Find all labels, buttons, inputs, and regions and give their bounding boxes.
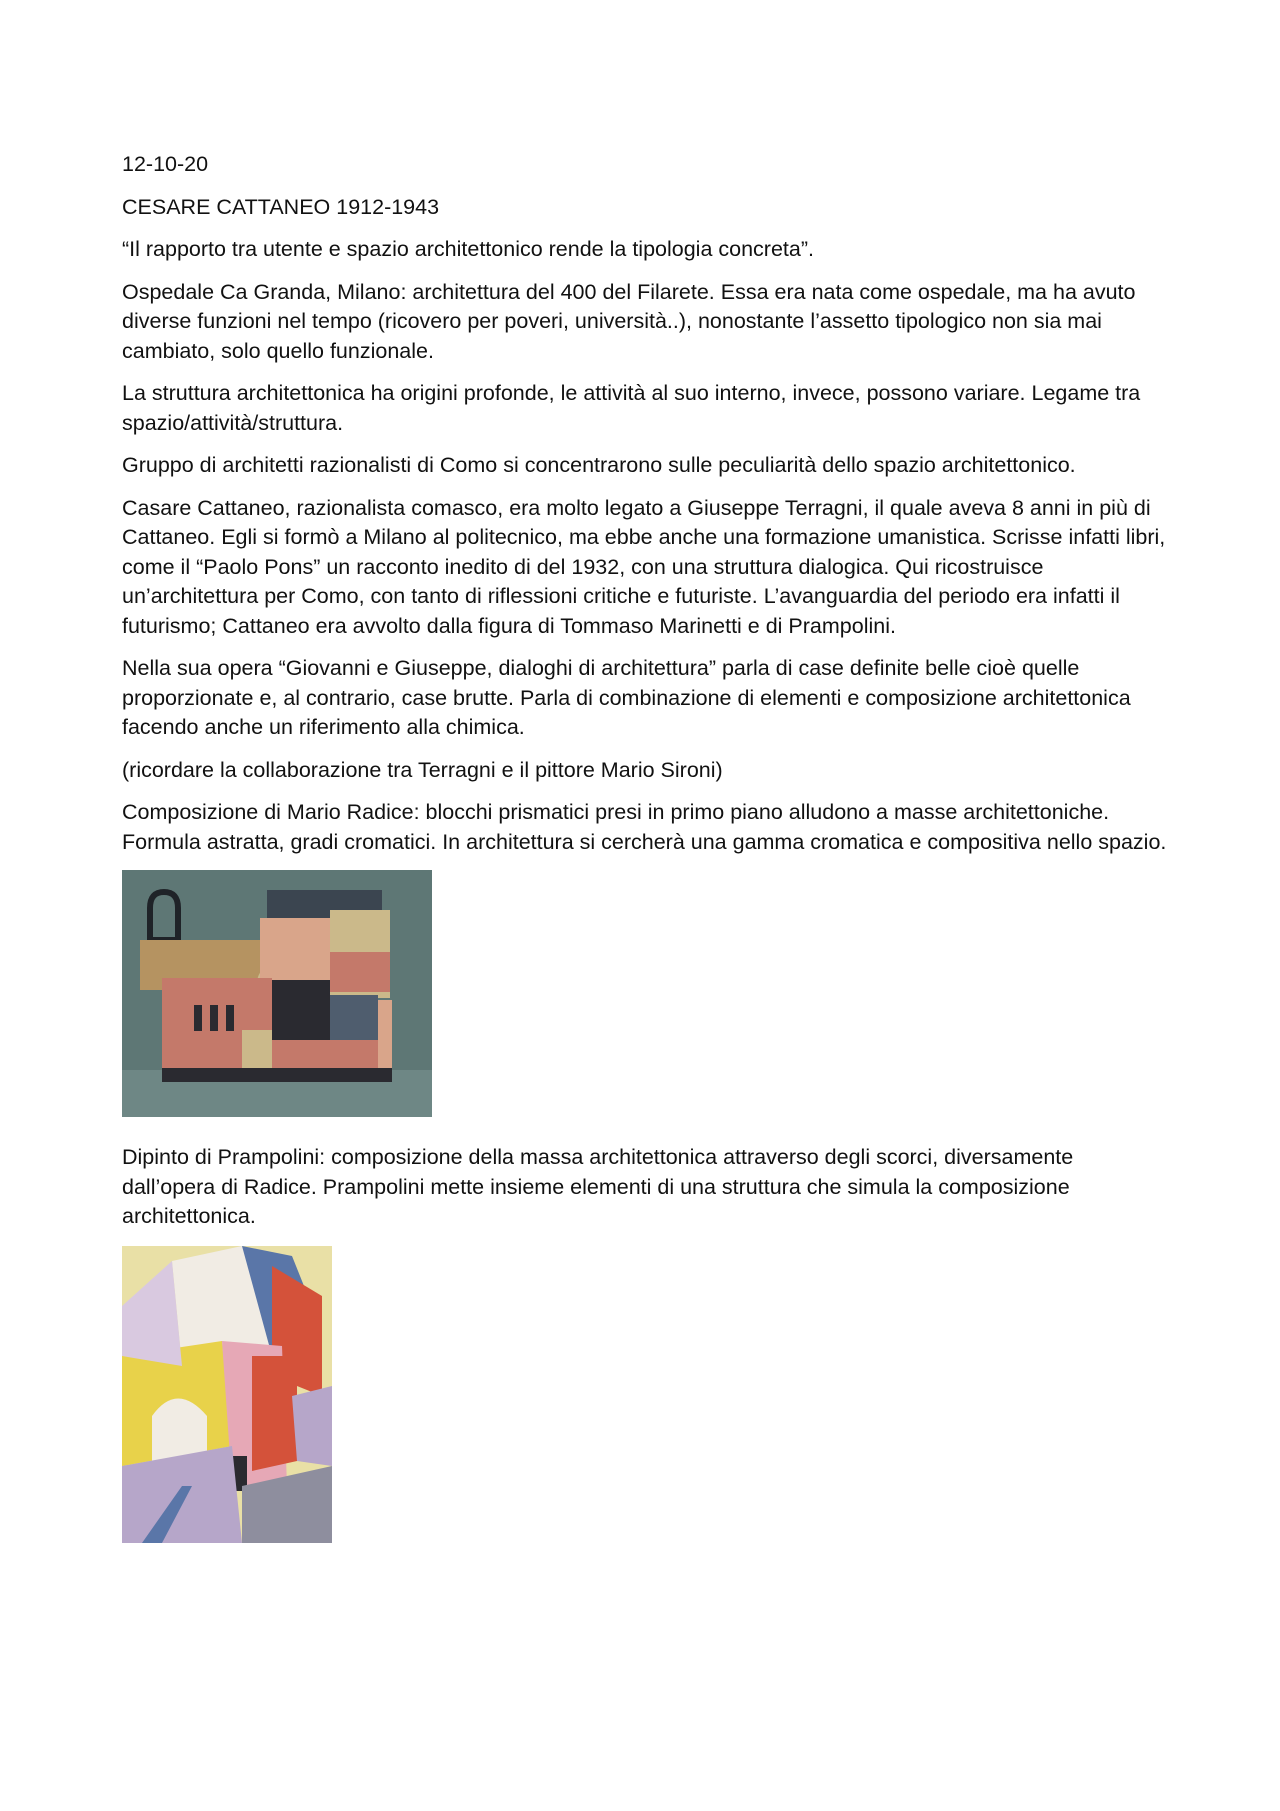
document-title: CESARE CATTANEO 1912-1943 bbox=[122, 194, 440, 219]
paragraph-cattaneo: Casare Cattaneo, razionalista comasco, era molto legato a Giuseppe Terragni, il quale aveva 8 anni in più di Cattaneo. Egli si formò a Milano al politecnico, ma ebbe anche una formazione umanistica. Scrisse infatti libri, come il “Paolo Pons” un racconto inedito di del 1932, con una struttura dialogica. Qui ricostruisce un’architettura per Como, con tanto di riflessioni critiche e futuriste. L’avanguardia del periodo era infatti il futurismo; Cattaneo era avvolto dalla figura di Tommaso Marinetti e di Prampolini. bbox=[122, 495, 1166, 638]
prampolini-painting-image bbox=[122, 1246, 1172, 1543]
paragraph-gruppo-como: Gruppo di architetti razionalisti di Como si concentrarono sulle peculiarità dello spazio architettonico. bbox=[122, 453, 1076, 477]
paragraph-struttura: La struttura architettonica ha origini profonde, le attività al suo interno, invece, possono variare. Legame tra spazio/attività/struttura. bbox=[122, 381, 1141, 435]
paragraph-radice: Composizione di Mario Radice: blocchi prismatici presi in primo piano alludono a masse architettoniche. Formula astratta, gradi cromatici. In architettura si cercherà una gamma cromatica e compositiva nello spazio. bbox=[122, 800, 1167, 854]
paragraph-ca-granda: Ospedale Ca Granda, Milano: architettura del 400 del Filarete. Essa era nata come ospedale, ma ha avuto diverse funzioni nel tempo (ricovero per poveri, università..), nonostante l’assetto tipologico non sia mai cambiato, solo quello funzionale. bbox=[122, 279, 1136, 363]
abstract-painting-radice-icon bbox=[122, 870, 432, 1117]
document-date: 12-10-20 bbox=[122, 152, 209, 176]
radice-painting-image bbox=[122, 870, 1172, 1117]
abstract-painting-prampolini-icon bbox=[122, 1246, 332, 1543]
paragraph-prampolini: Dipinto di Prampolini: composizione della massa architettonica attraverso degli scorci, diversamente dall’opera di Radice. Prampolini mette insieme elementi di una struttura che simula la composizione architettonica. bbox=[122, 1145, 1074, 1228]
opening-quote: “Il rapporto tra utente e spazio architettonico rende la tipologia concreta”. bbox=[122, 237, 814, 261]
paragraph-sironi-note: (ricordare la collaborazione tra Terragni e il pittore Mario Sironi) bbox=[122, 757, 723, 782]
paragraph-giovanni-giuseppe: Nella sua opera “Giovanni e Giuseppe, dialoghi di architettura” parla di case definite belle cioè quelle proporzionate e, al contrario, case brutte. Parla di combinazione di elementi e composizione architettonica facendo anche un riferimento alla chimica. bbox=[122, 656, 1131, 739]
document-page bbox=[122, 150, 1172, 1569]
